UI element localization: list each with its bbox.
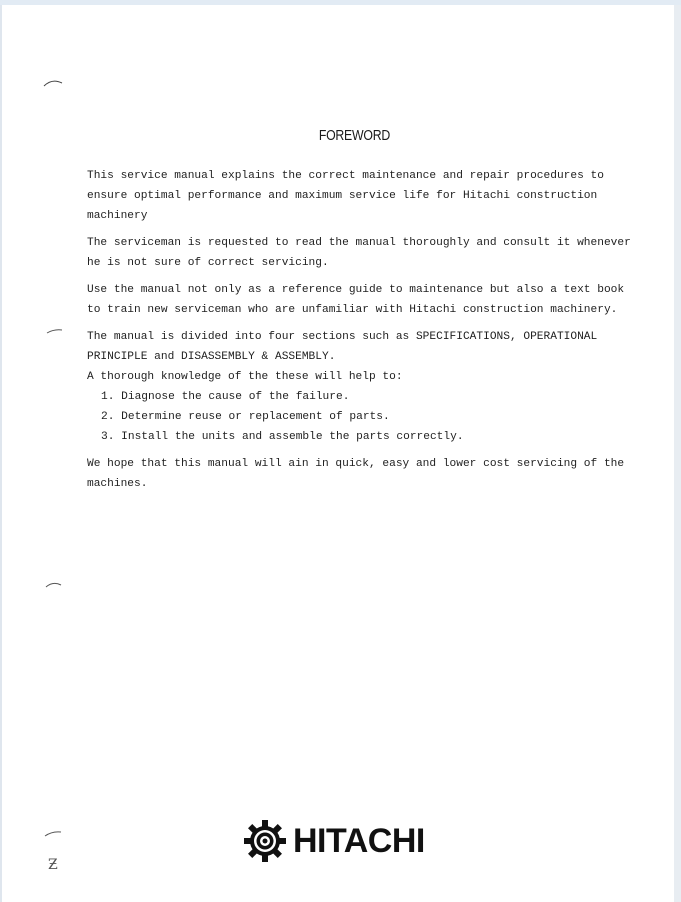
margin-mark-1 bbox=[42, 77, 66, 89]
margin-mark-4 bbox=[44, 829, 64, 839]
paragraph-serviceman: The serviceman is requested to read the manual thoroughly and consult it whenever he is not sure of correct servicing. bbox=[87, 237, 631, 269]
list-item: 2. Determine reuse or replacement of parts. bbox=[101, 411, 390, 423]
page-title: FOREWORD bbox=[318, 127, 390, 144]
page-edge bbox=[674, 5, 681, 902]
paragraph-sections: The manual is divided into four sections such as SPECIFICATIONS, OPERATIONAL PRINCIPLE and DISASSEMBLY & ASSEMBLY. bbox=[87, 331, 598, 363]
logo-text: HITACHI bbox=[293, 821, 425, 860]
hitachi-logo bbox=[243, 819, 425, 863]
hitachi-emblem-icon bbox=[243, 819, 287, 863]
margin-mark-5: Ƶ bbox=[48, 857, 58, 873]
paragraph-intro: This service manual explains the correct maintenance and repair procedures to ensure optimal performance and maximum service life for Hitachi construction machinery bbox=[87, 170, 604, 222]
margin-mark-3 bbox=[45, 580, 65, 590]
list-item: 3. Install the units and assemble the parts correctly. bbox=[101, 431, 464, 443]
document-page bbox=[2, 5, 674, 902]
benefits-list bbox=[87, 387, 637, 447]
list-item: 1. Diagnose the cause of the failure. bbox=[101, 391, 350, 403]
paragraph-closing: We hope that this manual will ain in quick, easy and lower cost servicing of the machines. bbox=[87, 458, 625, 490]
paragraph-usage: Use the manual not only as a reference guide to maintenance but also a text book to train new serviceman who are unfamiliar with Hitachi construction machinery. bbox=[87, 284, 625, 316]
foreword-body bbox=[87, 166, 637, 501]
paragraph-knowledge: A thorough knowledge of the these will help to: bbox=[87, 371, 403, 383]
margin-mark-2 bbox=[46, 328, 66, 336]
